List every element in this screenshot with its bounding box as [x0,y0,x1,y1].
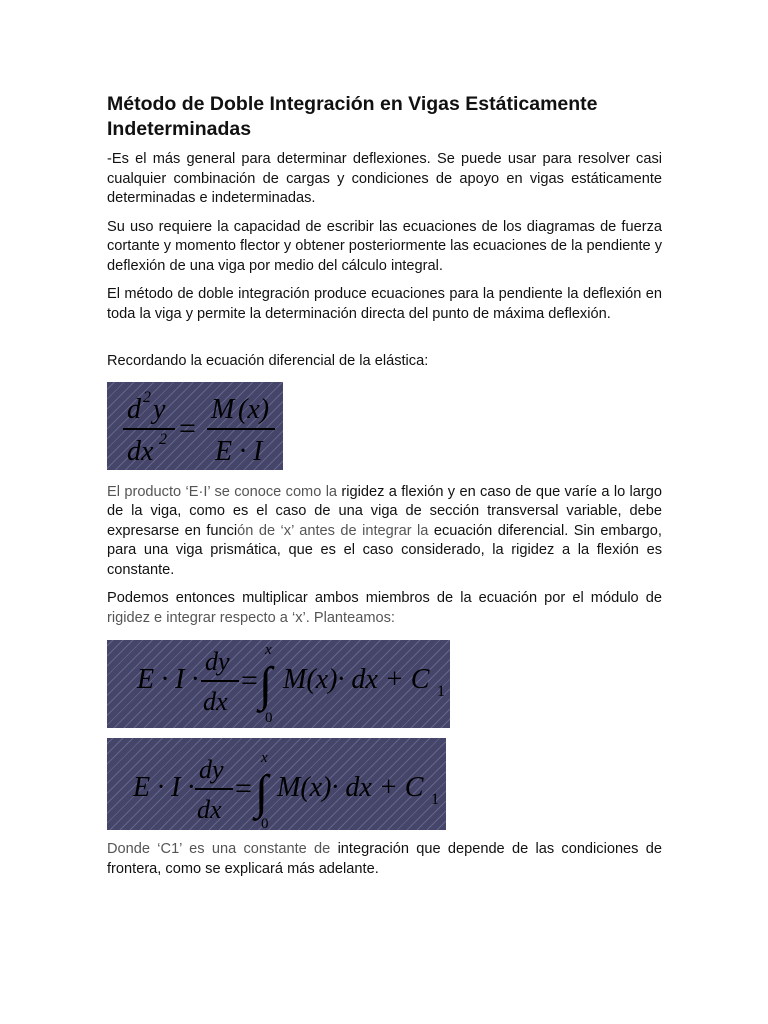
eq1-M: M [211,393,235,425]
eq3-lower-limit: 0 [261,816,269,830]
eq3-subscript-1: 1 [431,791,439,808]
document-title: Método de Doble Integración en Vigas Estáticamente Indeterminadas [107,93,598,140]
eq2-lower-limit: 0 [265,710,273,726]
eq2-integrand: M(x)· dx + C [283,664,430,695]
eq3-equals: = [235,772,252,805]
paragraph-rigidity [107,483,662,581]
paragraph-rigidity-d: ecuación diferencial. Sin embargo, para una viga prismática, que es el caso considerado, la rigidez a la flexión es constante. [107,522,662,578]
eq1-dx: dx [127,435,154,467]
eq2-subscript-1: 1 [437,683,445,700]
paragraph-multiply-b: rigidez e integrar respecto a ‘x’. Planteamos: [107,609,395,626]
eq1-EI: E · I [215,435,263,467]
eq1-x-arg: (x) [238,393,270,425]
eq3-upper-limit: x [261,750,268,766]
eq2-fraction-bar [201,680,239,682]
eq2-dy: dy [205,647,230,676]
paragraph-constant [107,840,662,879]
eq1-sub-2: 2 [159,430,167,448]
paragraph-multiply [107,589,662,628]
paragraph-rigidity-b: rigidez a flexión y en caso de que varíe a lo largo de la viga, como es el caso de una viga de sección transversal variable, debe expresarse en funci [107,483,663,539]
paragraph-rigidity-c: ón de ‘x’ antes de integrar la [237,522,434,539]
eq1-equals: = [179,411,196,445]
eq3-integrand: M(x)· dx + C [277,772,424,803]
eq3-dy: dy [199,755,224,784]
paragraph-multiply-a: Podemos entonces multiplicar ambos miembros de la ecuación por el módulo de [107,590,662,606]
paragraph-constant-b: integración que depende de las condiciones de frontera, como se explicará más adelante. [107,841,662,877]
eq2-dx: dx [203,687,228,716]
eq1-fraction-bar-left [123,428,175,430]
paragraph-rigidity-a: El producto ‘E·I’ se conoce como la [107,483,342,500]
paragraph-intro: -Es el más general para determinar deflexiones. Se puede usar para resolver casi cualquier combinación de cargas y condiciones de apoyo en vigas estáticamente determinadas e indeterminadas. [107,151,662,206]
paragraph-requirements: Su uso requiere la capacidad de escribir las ecuaciones de los diagramas de fuerza cortante y momento flector y obtener posteriormente las ecuaciones de la pendiente y deflexión de una viga por medio del cálculo integral. [107,218,662,274]
eq2-upper-limit: x [265,642,272,658]
eq2-equals: = [241,664,258,697]
eq1-y: y [153,393,166,425]
paragraph-recall: Recordando la ecuación diferencial de la elástica: [107,353,429,369]
equation-slope-integral-1 [107,640,450,728]
equation-slope-integral-2 [107,738,446,830]
paragraph-constant-a: Donde ‘C1’ es una constante de [107,841,338,857]
eq3-lhs: E · I · [133,772,195,803]
eq1-sup-2: 2 [143,388,151,406]
eq1-d: d [127,393,141,425]
eq3-fraction-bar [195,788,233,790]
eq2-lhs: E · I · [137,664,199,695]
eq1-fraction-bar-right [207,428,275,430]
equation-elastic-curve [107,382,283,470]
eq2-integral-sign: ∫ [259,658,273,711]
eq3-integral-sign: ∫ [255,766,269,819]
document-page [107,92,662,888]
paragraph-method: El método de doble integración produce ecuaciones para la pendiente la deflexión en toda la viga y permite la determinación directa del punto de máxima deflexión. [107,286,662,322]
eq3-dx: dx [197,795,222,824]
